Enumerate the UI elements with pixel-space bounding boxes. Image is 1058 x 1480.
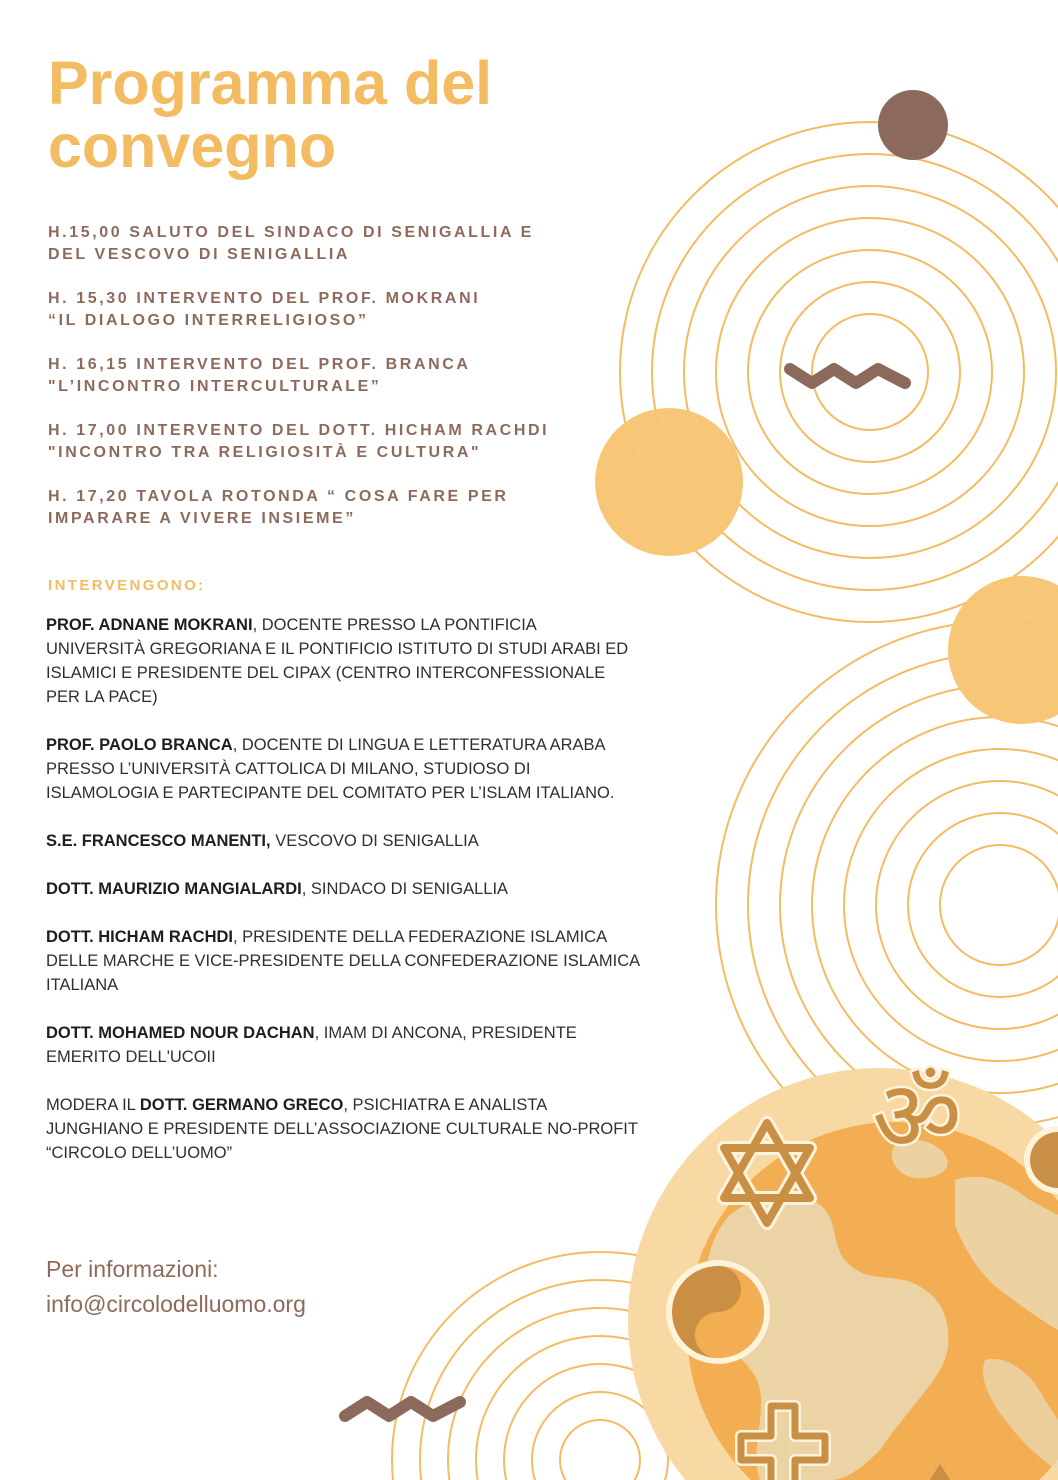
orange-circle-right bbox=[948, 576, 1058, 724]
moderator-prefix: MODERA IL bbox=[46, 1096, 140, 1114]
speaker-desc: VESCOVO DI SENIGALLIA bbox=[270, 832, 479, 850]
speakers-heading: INTERVENGONO: bbox=[48, 577, 206, 594]
speaker-line: ISLAMOLOGIA E PARTECIPANTE DEL COMITATO PER L’ISLAM ITALIANO. bbox=[46, 784, 615, 802]
ring bbox=[780, 685, 1058, 1125]
speaker-entry bbox=[46, 925, 706, 997]
title-line-2: convegno bbox=[48, 112, 337, 180]
brown-dot bbox=[878, 90, 948, 160]
moderator-desc: , PSICHIATRA E ANALISTA bbox=[343, 1096, 548, 1114]
schedule-line: IMPARARE A VIVERE INSIEME” bbox=[48, 510, 356, 527]
moderator-entry bbox=[46, 1093, 706, 1165]
zigzag-top bbox=[790, 369, 905, 383]
schedule-item bbox=[48, 222, 608, 266]
zigzag-bottom bbox=[345, 1402, 460, 1416]
speaker-line bbox=[46, 733, 706, 757]
ring bbox=[560, 1420, 640, 1480]
page-title bbox=[48, 49, 608, 180]
speaker-name: S.E. FRANCESCO MANENTI, bbox=[46, 832, 271, 850]
ring bbox=[812, 717, 1058, 1093]
orange-circle-left bbox=[595, 408, 743, 556]
speaker-line: ISLAMICI E PRESIDENTE DEL CIPAX (CENTRO INTERCONFESSIONALE bbox=[46, 664, 606, 682]
speaker-name: PROF. PAOLO BRANCA bbox=[46, 736, 233, 754]
moderator-line: JUNGHIANO E PRESIDENTE DELL’ASSOCIAZIONE CULTURALE NO-PROFIT bbox=[46, 1120, 638, 1138]
title-line-1: Programma del bbox=[48, 49, 493, 117]
contact-email[interactable]: info@circolodelluomo.org bbox=[46, 1291, 306, 1317]
speaker-name: PROF. ADNANE MOKRANI bbox=[46, 616, 253, 634]
moderator-name: DOTT. GERMANO GRECO bbox=[139, 1096, 344, 1114]
speaker-entry bbox=[46, 877, 706, 901]
speaker-desc: , DOCENTE DI LINGUA E LETTERATURA ARABA bbox=[232, 736, 606, 754]
speaker-name: DOTT. HICHAM RACHDI bbox=[46, 928, 233, 946]
schedule-item bbox=[48, 420, 608, 464]
speaker-line: UNIVERSITÀ GREGORIANA E IL PONTIFICIO ISTITUTO DI STUDI ARABI ED bbox=[46, 640, 629, 658]
speaker-desc: , IMAM DI ANCONA, PRESIDENTE bbox=[314, 1024, 577, 1042]
schedule-line: H. 15,30 INTERVENTO DEL PROF. MOKRANI bbox=[48, 290, 481, 307]
schedule-item bbox=[48, 288, 608, 332]
schedule-line: “IL DIALOGO INTERRELIGIOSO” bbox=[48, 312, 369, 329]
speakers-list bbox=[46, 613, 706, 1189]
speaker-line bbox=[46, 877, 706, 901]
contact-block bbox=[46, 1252, 306, 1322]
schedule-line: "INCONTRO TRA RELIGIOSITÀ E CULTURA" bbox=[48, 444, 482, 461]
svg-text:ॐ: ॐ bbox=[872, 1060, 962, 1174]
schedule-line: "L’INCONTRO INTERCULTURALE” bbox=[48, 378, 382, 395]
om-symbol-icon bbox=[872, 1060, 961, 1174]
contact-label: Per informazioni: bbox=[46, 1256, 219, 1282]
ring bbox=[940, 845, 1058, 965]
speaker-line: EMERITO DELL'UCOII bbox=[46, 1048, 216, 1066]
speaker-name: DOTT. MAURIZIO MANGIALARDI bbox=[46, 880, 302, 898]
speaker-desc: , SINDACO DI SENIGALLIA bbox=[301, 880, 509, 898]
yin-yang-icon bbox=[666, 1260, 770, 1364]
speaker-entry bbox=[46, 613, 706, 709]
speaker-desc: , PRESIDENTE DELLA FEDERAZIONE ISLAMICA bbox=[233, 928, 608, 946]
speaker-entry bbox=[46, 1021, 706, 1069]
speaker-line bbox=[46, 925, 706, 949]
speaker-line bbox=[46, 1021, 706, 1045]
moderator-line bbox=[46, 1093, 706, 1117]
speaker-desc: , DOCENTE PRESSO LA PONTIFICIA bbox=[252, 616, 537, 634]
speaker-line: ITALIANA bbox=[46, 976, 119, 994]
speaker-line bbox=[46, 613, 706, 637]
speaker-line: DELLE MARCHE E VICE-PRESIDENTE DELLA CONFEDERAZIONE ISLAMICA bbox=[46, 952, 641, 970]
speaker-entry bbox=[46, 733, 706, 805]
schedule-line: H.15,00 SALUTO DEL SINDACO DI SENIGALLIA E bbox=[48, 224, 534, 241]
ring bbox=[908, 813, 1058, 997]
schedule-line: DEL VESCOVO DI SENIGALLIA bbox=[48, 246, 351, 263]
speaker-line: PER LA PACE) bbox=[46, 688, 158, 706]
schedule-item bbox=[48, 354, 608, 398]
moderator-line: “CIRCOLO DELL’UOMO” bbox=[46, 1144, 233, 1162]
schedule-line: H. 16,15 INTERVENTO DEL PROF. BRANCA bbox=[48, 356, 471, 373]
schedule-item bbox=[48, 486, 608, 530]
speaker-line bbox=[46, 829, 706, 853]
schedule-line: H. 17,20 TAVOLA ROTONDA “ COSA FARE PER bbox=[48, 488, 509, 505]
speaker-entry bbox=[46, 829, 706, 853]
schedule-line: H. 17,00 INTERVENTO DEL DOTT. HICHAM RACHDI bbox=[48, 422, 550, 439]
speaker-name: DOTT. MOHAMED NOUR DACHAN bbox=[46, 1024, 315, 1042]
speaker-line: PRESSO L’UNIVERSITÀ CATTOLICA DI MILANO, STUDIOSO DI bbox=[46, 760, 531, 778]
schedule-list bbox=[48, 222, 608, 552]
